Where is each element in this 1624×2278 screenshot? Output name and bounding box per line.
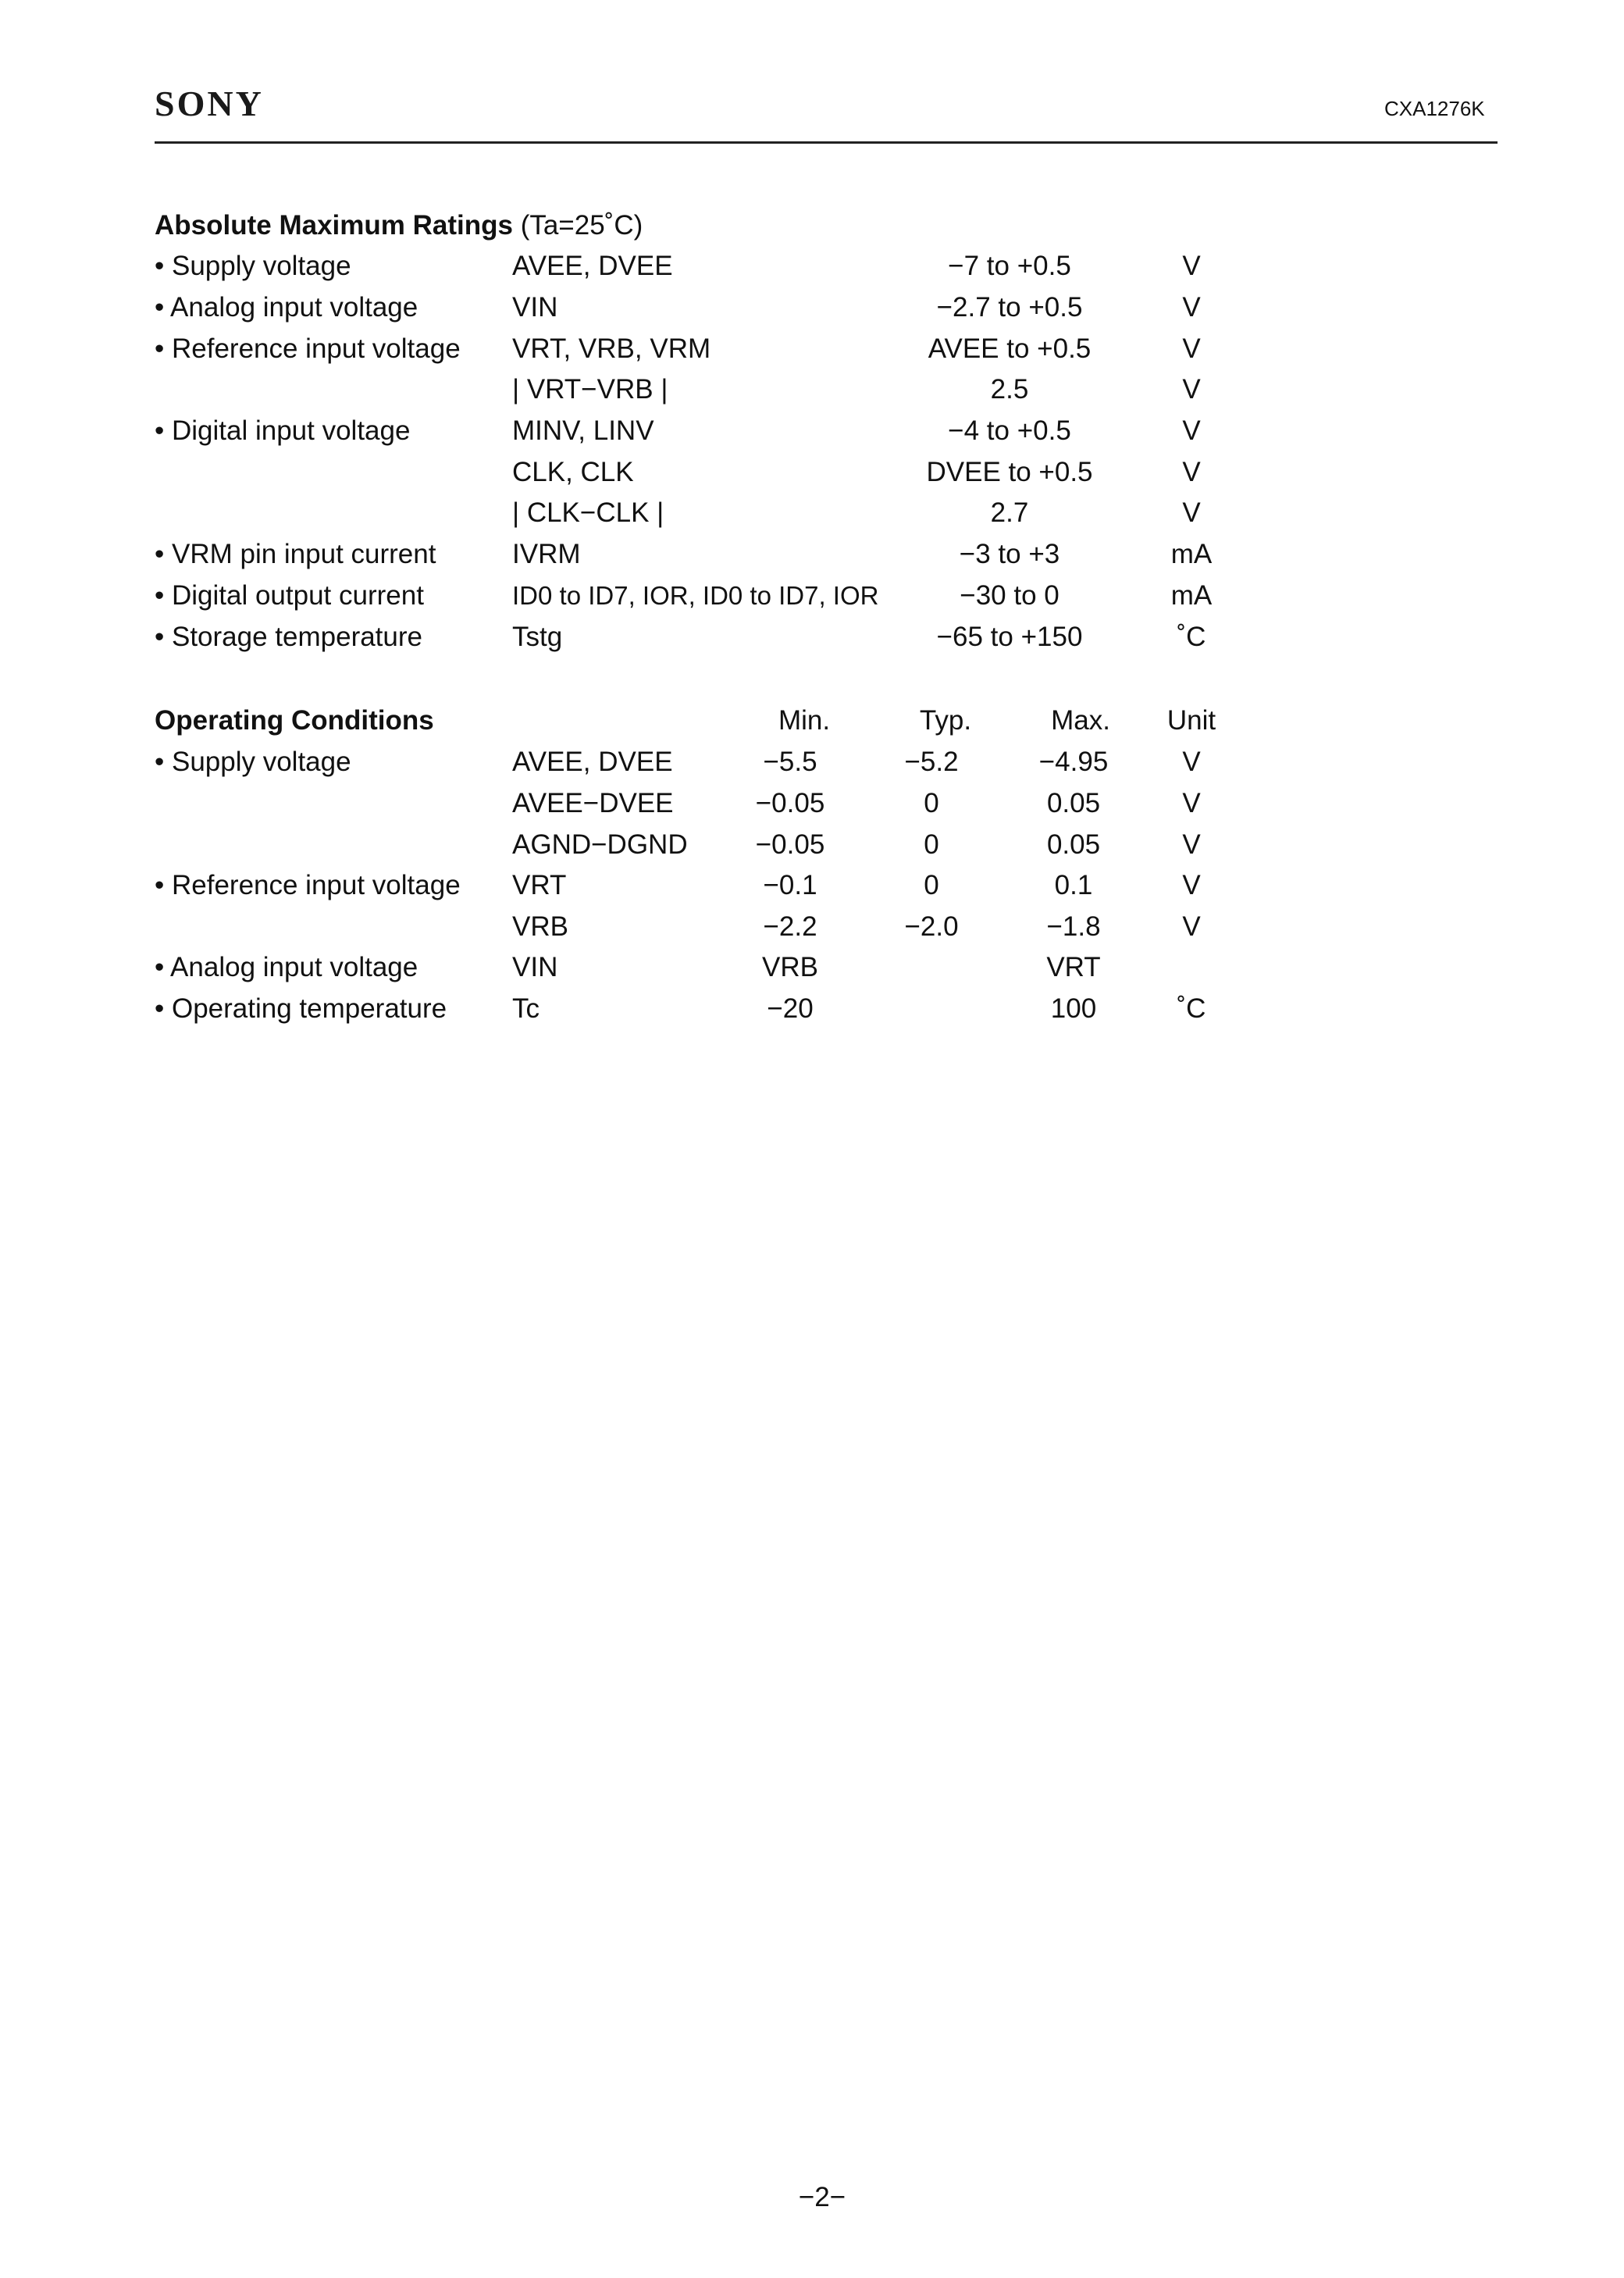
sony-logo: SONY bbox=[155, 84, 264, 123]
abs-symbol-8: ID0 to ID7, IOR, ID0 to ID7, IOR bbox=[512, 581, 879, 610]
abs-unit-4: V bbox=[1182, 415, 1201, 446]
abs-symbol-7: IVRM bbox=[512, 539, 581, 569]
abs-symbol-6: | CLK−CLK | bbox=[512, 497, 664, 528]
abs-unit-7: mA bbox=[1170, 539, 1213, 569]
op-max-0: −4.95 bbox=[1038, 747, 1109, 777]
op-header-typ: Typ. bbox=[919, 705, 972, 736]
abs-max-heading bbox=[155, 209, 643, 242]
op-min-0: −5.5 bbox=[763, 747, 817, 777]
abs-value-8: −30 to 0 bbox=[960, 580, 1060, 611]
part-number: CXA1276K bbox=[1384, 97, 1485, 120]
abs-label-7 bbox=[155, 538, 436, 571]
op-symbol-4: VRB bbox=[512, 911, 568, 942]
abs-symbol-5: CLK, CLK bbox=[512, 457, 634, 487]
abs-unit-8: mA bbox=[1170, 580, 1213, 611]
abs-symbol-1: VIN bbox=[512, 292, 558, 323]
op-min-2: −0.05 bbox=[755, 829, 825, 860]
page-number: −2− bbox=[798, 2182, 846, 2212]
abs-unit-1: V bbox=[1182, 292, 1201, 323]
op-label-0: • Supply voltage bbox=[155, 747, 351, 777]
abs-max-title: Absolute Maximum Ratings bbox=[155, 210, 513, 241]
op-min-1: −0.05 bbox=[755, 788, 825, 818]
op-cond-title: Operating Conditions bbox=[155, 705, 434, 736]
op-min-5: VRB bbox=[762, 952, 818, 982]
abs-unit-0: V bbox=[1182, 251, 1201, 281]
abs-unit-3: V bbox=[1182, 374, 1201, 405]
op-unit-1: V bbox=[1182, 788, 1201, 818]
op-symbol-1: AVEE−DVEE bbox=[512, 788, 674, 818]
op-unit-4: V bbox=[1182, 911, 1201, 942]
abs-value-5: DVEE to +0.5 bbox=[926, 457, 1093, 487]
op-unit-3: V bbox=[1182, 870, 1201, 900]
op-typ-0: −5.2 bbox=[904, 747, 959, 777]
op-max-1: 0.05 bbox=[1046, 788, 1101, 818]
abs-label-0: • Supply voltage bbox=[155, 251, 351, 281]
abs-value-2: AVEE to +0.5 bbox=[928, 333, 1092, 364]
abs-label-8: • Digital output current bbox=[155, 580, 424, 611]
abs-value-1: −2.7 to +0.5 bbox=[936, 292, 1083, 323]
op-max-4: −1.8 bbox=[1046, 911, 1101, 942]
abs-unit-6: V bbox=[1182, 497, 1201, 528]
op-min-3: −0.1 bbox=[763, 870, 817, 900]
op-typ-4: −2.0 bbox=[904, 911, 959, 942]
op-min-4: −2.2 bbox=[763, 911, 817, 942]
op-unit-2: V bbox=[1182, 829, 1201, 860]
op-symbol-5: VIN bbox=[512, 952, 558, 982]
op-symbol-3: VRT bbox=[512, 870, 567, 900]
abs-unit-2: V bbox=[1182, 333, 1201, 364]
abs-label-2: • Reference input voltage bbox=[155, 333, 461, 364]
op-typ-1: 0 bbox=[924, 788, 939, 818]
op-typ-3: 0 bbox=[924, 870, 939, 900]
abs-unit-5: V bbox=[1182, 457, 1201, 487]
abs-symbol-3: | VRT−VRB | bbox=[512, 374, 668, 405]
op-min-6: −20 bbox=[767, 993, 814, 1024]
op-header-max: Max. bbox=[1051, 705, 1110, 736]
op-header-min: Min. bbox=[778, 705, 831, 736]
abs-symbol-0: AVEE, DVEE bbox=[512, 251, 673, 281]
op-max-3: 0.1 bbox=[1054, 870, 1093, 900]
abs-value-7: −3 to +3 bbox=[959, 539, 1060, 569]
op-max-6: 100 bbox=[1050, 993, 1097, 1024]
abs-label-9: • Storage temperature bbox=[155, 622, 422, 652]
op-max-5: VRT bbox=[1046, 952, 1101, 982]
op-label-6: • Operating temperature bbox=[155, 993, 447, 1024]
op-max-2: 0.05 bbox=[1046, 829, 1101, 860]
abs-value-9: −65 to +150 bbox=[936, 622, 1083, 652]
abs-label-7-text: • VRM pin input current bbox=[155, 539, 436, 569]
abs-symbol-4: MINV, LINV bbox=[512, 415, 654, 446]
op-unit-6: ˚C bbox=[1177, 993, 1206, 1024]
op-symbol-2: AGND−DGND bbox=[512, 829, 688, 860]
abs-unit-9: ˚C bbox=[1177, 622, 1206, 652]
abs-symbol-2: VRT, VRB, VRM bbox=[512, 333, 711, 364]
op-symbol-0: AVEE, DVEE bbox=[512, 747, 673, 777]
op-symbol-6: Tc bbox=[512, 993, 540, 1024]
abs-max-condition: (Ta=25˚C) bbox=[520, 210, 643, 241]
op-unit-0: V bbox=[1182, 747, 1201, 777]
abs-symbol-9: Tstg bbox=[512, 622, 563, 652]
abs-label-1: • Analog input voltage bbox=[155, 292, 418, 323]
op-header-unit: Unit bbox=[1166, 705, 1216, 736]
abs-value-0: −7 to +0.5 bbox=[948, 251, 1071, 281]
abs-value-3: 2.5 bbox=[990, 374, 1029, 405]
op-label-5: • Analog input voltage bbox=[155, 952, 418, 982]
op-label-3: • Reference input voltage bbox=[155, 870, 461, 900]
op-typ-2: 0 bbox=[924, 829, 939, 860]
header-rule bbox=[155, 141, 1498, 144]
abs-value-6: 2.7 bbox=[990, 497, 1029, 528]
abs-value-4: −4 to +0.5 bbox=[948, 415, 1071, 446]
abs-label-4: • Digital input voltage bbox=[155, 415, 411, 446]
